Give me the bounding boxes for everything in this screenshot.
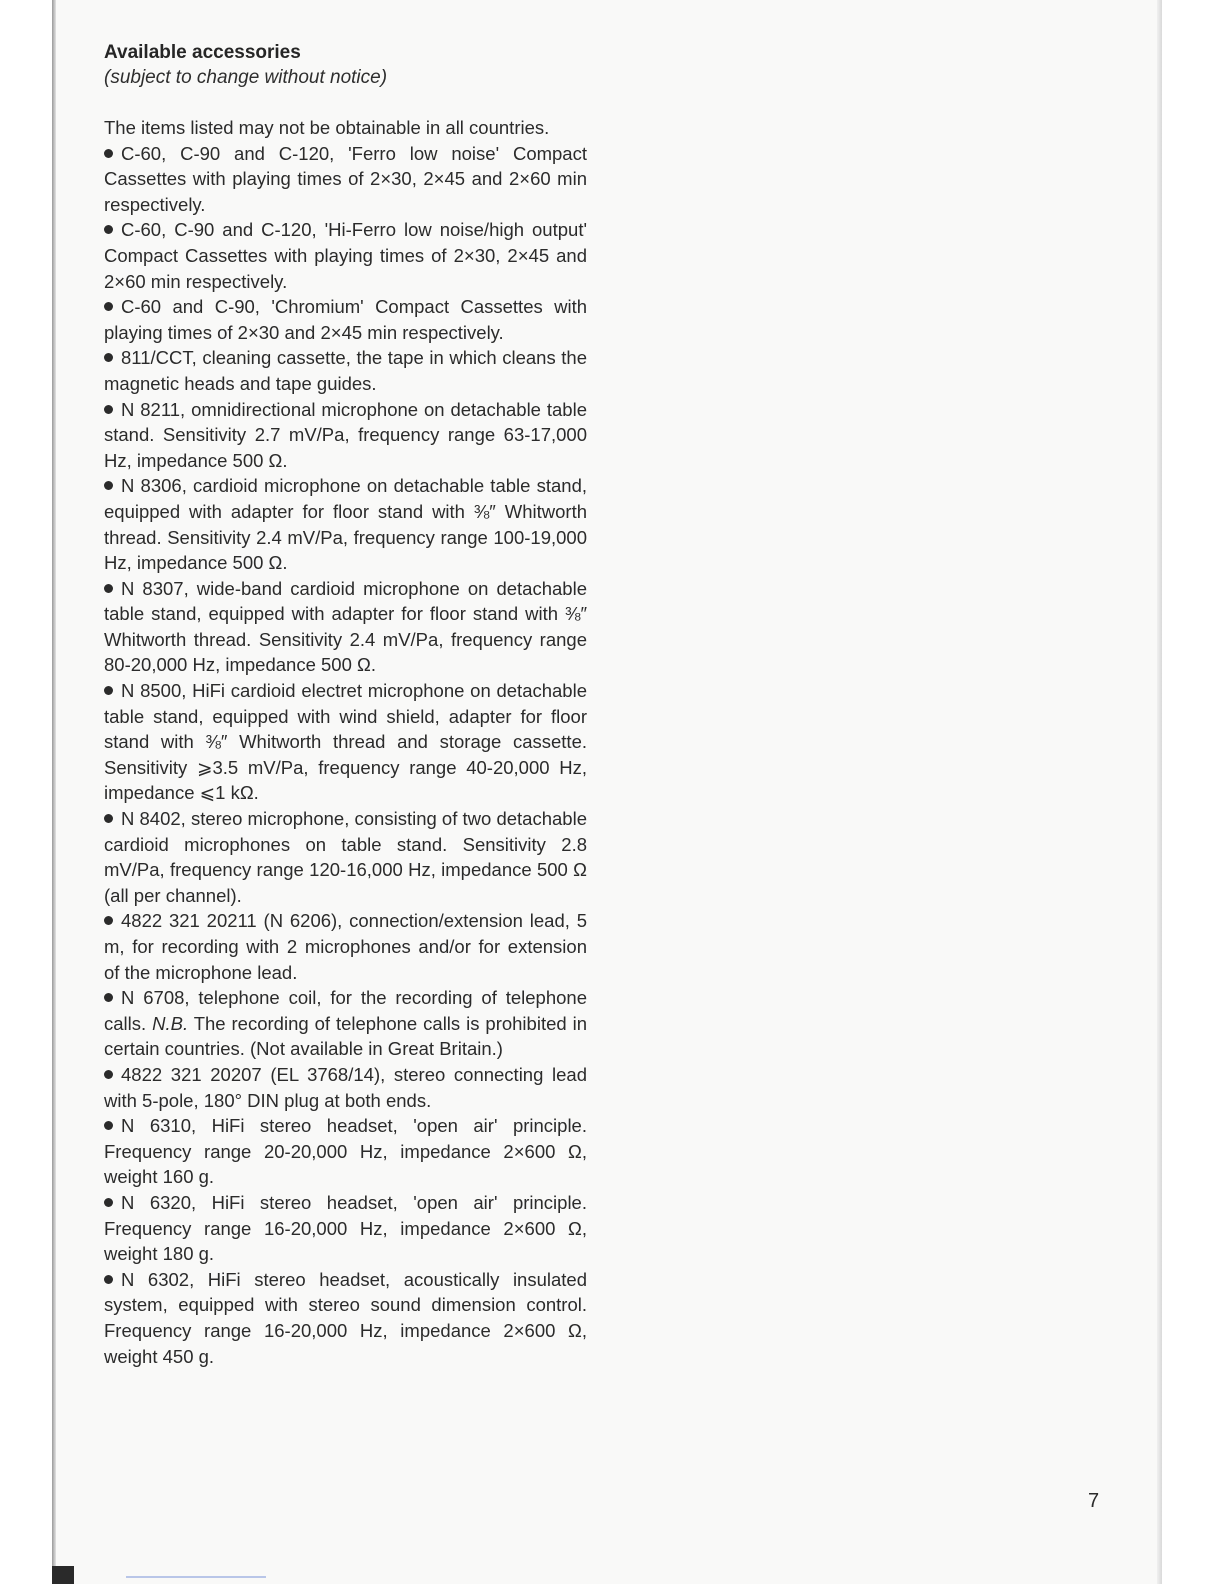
list-item-text: N 8402, stereo microphone, consisting of two detachable cardioid microphones on table stand. Sensitivity 2.8 mV/Pa, frequency range 120-16,000 Hz, impedance 500 Ω (all per channel). (104, 808, 587, 906)
list-item (104, 1113, 587, 1190)
bullet-icon (104, 405, 113, 414)
list-item (104, 141, 587, 218)
bullet-icon (104, 1121, 113, 1130)
list-item-text: N 8211, omnidirectional microphone on detachable table stand. Sensitivity 2.7 mV/Pa, frequency range 63-17,000 Hz, impedance 500 Ω. (104, 398, 587, 471)
bullet-icon (104, 1198, 113, 1207)
list-item (104, 473, 587, 575)
list-item (104, 397, 587, 474)
list-item (104, 1267, 587, 1369)
list-item (104, 576, 587, 678)
list-item (104, 1190, 587, 1267)
scan-right-margin (1162, 0, 1224, 1584)
scan-corner-mark (52, 1566, 74, 1584)
accessories-section (104, 40, 587, 1369)
list-item-text: 4822 321 20207 (EL 3768/14), stereo connecting lead with 5-pole, 180° DIN plug at both ends. (104, 1063, 587, 1111)
list-item-text: N 8307, wide-band cardioid microphone on detachable table stand, equipped with adapter for floor stand with ⅜″ Whitworth thread. Sensitivity 2.4 mV/Pa, frequency range 80-20,000 Hz, impedance 500 Ω. (104, 577, 587, 676)
bullet-icon (104, 481, 113, 490)
list-item-text: N 6302, HiFi stereo headset, acoustically insulated system, equipped with stereo sound dimension control. Frequency range 16-20,000 Hz, impedance 2×600 Ω, weight 450 g. (104, 1268, 587, 1367)
list-item-text: N 8500, HiFi cardioid electret microphone on detachable table stand, equipped with wind shield, adapter for floor stand with ⅜″ Whitworth thread and storage cassette. Sensitivity ⩾3.5 mV/Pa, frequency range 40-20,000 Hz, impedance ⩽1 kΩ. (104, 680, 587, 804)
list-item (104, 217, 587, 294)
page-number: 7 (1088, 1490, 1100, 1512)
bullet-icon (104, 686, 113, 695)
list-item (104, 294, 587, 345)
list-item-text: 811/CCT, cleaning cassette, the tape in which cleans the magnetic heads and tape guides. (104, 347, 587, 394)
list-item-text: C-60, C-90 and C-120, 'Hi-Ferro low noise/high output' Compact Cassettes with playing times of 2×30, 2×45 and 2×60 min respectively. (104, 219, 587, 292)
list-item (104, 985, 587, 1062)
bullet-icon (104, 814, 113, 823)
list-item (104, 908, 587, 985)
list-item-text: 4822 321 20211 (N 6206), connection/extension lead, 5 m, for recording with 2 microphones and/or for extension of the microphone lead. (104, 910, 587, 983)
list-item (104, 1062, 587, 1113)
list-item-text: C-60 and C-90, 'Chromium' Compact Cassettes with playing times of 2×30 and 2×45 min respectively. (104, 296, 587, 343)
list-item-text: N 6708, telephone coil, for the recording of telephone calls. (104, 987, 587, 1034)
bullet-icon (104, 993, 113, 1002)
scan-bottom-line (126, 1576, 266, 1578)
bullet-icon (104, 149, 113, 158)
section-heading: Available accessories (104, 42, 301, 63)
bullet-icon (104, 1275, 113, 1284)
bullet-icon (104, 225, 113, 234)
bullet-icon (104, 302, 113, 311)
note-label: N.B. (152, 1012, 189, 1034)
bullet-icon (104, 353, 113, 362)
list-item-text: N 6320, HiFi stereo headset, 'open air' principle. Frequency range 16-20,000 Hz, impedance 2×600 Ω, weight 180 g. (104, 1191, 587, 1265)
bullet-icon (104, 916, 113, 925)
list-item (104, 678, 587, 806)
intro-paragraph: The items listed may not be obtainable in all countries. (104, 117, 550, 138)
list-item-text: N 8306, cardioid microphone on detachable table stand, equipped with adapter for floor stand with ⅜″ Whitworth thread. Sensitivity 2.4 mV/Pa, frequency range 100-19,000 Hz, impedance 500 Ω. (104, 475, 587, 574)
section-subheading: (subject to change without notice) (104, 67, 388, 88)
bullet-icon (104, 1070, 113, 1079)
list-item (104, 806, 587, 908)
list-item (104, 345, 587, 396)
bullet-icon (104, 584, 113, 593)
list-item-text: C-60, C-90 and C-120, 'Ferro low noise' Compact Cassettes with playing times of 2×30, 2×45 and 2×60 min respectively. (104, 142, 587, 215)
note-text: The recording of telephone calls is prohibited in certain countries. (Not available in Great Britain.) (104, 1012, 587, 1060)
list-item-text: N 6310, HiFi stereo headset, 'open air' principle. Frequency range 20-20,000 Hz, impedance 2×600 Ω, weight 160 g. (104, 1115, 587, 1188)
scan-left-margin (0, 0, 52, 1584)
